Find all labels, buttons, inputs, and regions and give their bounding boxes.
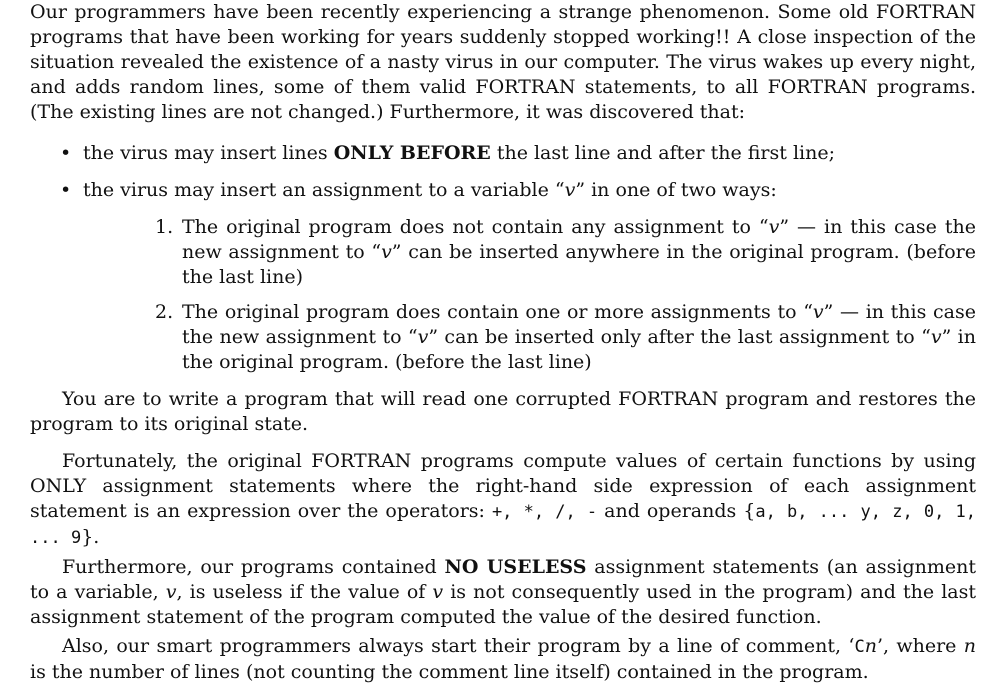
operators-paragraph [30,449,976,551]
comment-code: C [854,637,865,657]
item-text: ” — in this case the new assignment to “ [182,301,976,348]
bullet-icon: • [60,142,72,164]
bullet-item-insert-position [30,141,976,166]
task-paragraph: You are to write a program that will read one corrupted FORTRAN program and restores the program to its original state. [30,388,976,435]
paragraph-text: Also, our smart programmers always start their program by a line of comment, ‘ [62,635,855,657]
bullet-icon: • [60,179,72,201]
paragraph-text: is not consequently used in the program) and the last assignment statement of the program computed the value of the desired function. [30,581,977,628]
operands-code: a, b, ... y, z, 0, 1, ... 9 [30,502,976,548]
paragraph-text: assignment statements (an assignment to a variable, [30,556,976,603]
variable-v: v [768,216,780,238]
comment-paragraph [30,634,976,685]
bullet-item-assignment [30,178,976,375]
item-text: ” in the original program. (before the last line) [182,326,976,373]
item-text: The original program does not contain any assignment to “ [182,216,769,238]
item-text: The original program does contain one or more assignments to “ [182,301,813,323]
item-number: 2. [155,301,174,323]
paragraph-text: ’, where [876,635,964,657]
numbered-item-2 [83,300,976,375]
operators-code: +, *, /, - [491,502,598,522]
numbered-item-1 [83,215,976,290]
variable-v: v [432,581,444,603]
document-page [30,0,976,685]
variable-v: v [812,301,824,323]
paragraph-text: Furthermore, our programs contained [62,556,445,578]
paragraph-text: , is useless if the value of [176,581,433,603]
numbered-list [83,215,976,375]
variable-v: v [930,326,942,348]
bullet-list [30,141,976,375]
item-text: ” can be inserted anywhere in the original program. (before the last line) [182,241,977,288]
useless-paragraph [30,555,976,630]
paragraph-text: Fortunately, the original FORTRAN programs compute values of certain functions by using ONLY assignment statements where the right-hand side expression of each assignment statement is an expression over the operators: [30,450,976,522]
variable-n: n [864,635,877,657]
variable-n: n [963,635,977,657]
emphasis-text: NO USELESS [444,556,587,578]
variable-v: v [381,241,392,263]
intro-paragraph: Our programmers have been recently experiencing a strange phenomenon. Some old FORTRAN programs that have been working for years suddenly stopped working!! A close inspection of the situation revealed the existence of a nasty virus in our computer. The virus wakes up every night, and adds random lines, some of them valid FORTRAN statements, to all FORTRAN programs. (The existing lines are not changed.) Furthermore, it was discovered that: [30,1,976,123]
bullet-text: the virus may insert lines [83,142,334,164]
paragraph-text: is the number of lines (not counting the comment line itself) contained in the program. [30,661,869,683]
variable-v: v [564,179,576,201]
paragraph-text: and operands { [597,500,756,522]
paragraph-text: }. [81,526,100,548]
bullet-text: the last line and after the first line; [490,142,835,164]
item-text: ” can be inserted only after the last assignment to “ [428,326,931,348]
item-text: ” — in this case the new assignment to “ [182,216,976,263]
bullet-text: ” in one of two ways: [575,179,777,201]
bullet-text: the virus may insert an assignment to a variable “ [83,179,565,201]
emphasis-text: ONLY BEFORE [333,142,491,164]
item-number: 1. [155,216,174,238]
variable-v: v [165,581,177,603]
variable-v: v [417,326,429,348]
